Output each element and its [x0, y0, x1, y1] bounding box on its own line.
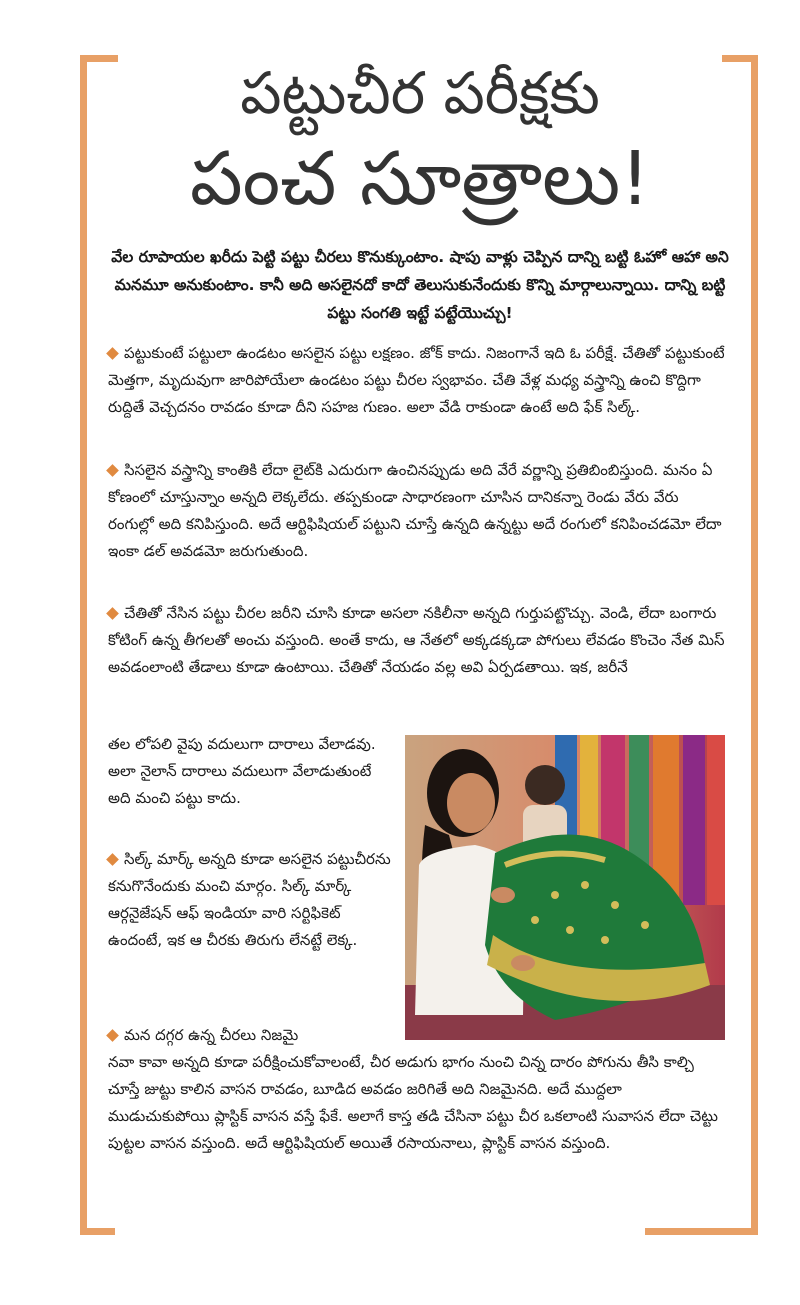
tip-5	[108, 1022, 398, 1049]
tip-5-continued: నవా కావా అన్నది కూడా పరీక్షించుకోవాలంటే, చీర అడుగు భాగం నుంచి చిన్న దారం పోగును తీసి కాల్చి చూస్తే జుట్టు కాలిన వాసన రావడం, బూడిద అవడం జరిగితే అది నిజమైనది. అదే ముద్దలా ముడుచుకుపోయి ప్లాస్టిక్ వాసన వస్తే ఫేకే. అలాగే కాస్త తడి చేసినా పట్టు చీర ఒకలాంటి సువాసన లేదా చెట్టు పుట్టల వాసన వస్తుంది. అదే ఆర్టిఫిషియల్ అయితే రసాయనాలు, ప్లాస్టిక్ వాసన వస్తుంది.	[108, 1053, 718, 1152]
headline-line-2: పంచ సూత్రాలు!	[190, 136, 650, 222]
tip-2	[108, 457, 728, 565]
tip-4	[108, 846, 398, 954]
tip-3-continued: తల లోపలి వైపు వదులుగా దారాలు వేలాడవు. అలా నైలాన్ దారాలు వదులుగా వేలాడుతుంటే అది మంచి పట్టు కాదు.	[108, 735, 376, 807]
diamond-bullet-icon	[106, 607, 119, 620]
tip-1	[108, 340, 728, 421]
tip-2-text: సిసలైన వస్త్రాన్ని కాంతికి లేదా లైట్‌కి ఎదురుగా ఉంచినప్పుడు అది వేరే వర్ణాన్ని ప్రతిబింబిస్తుంది. మనం ఏ కోణంలో చూస్తున్నాం అన్నది లెక్కలేదు. తప్పకుండా సాధారణంగా చూసిన దానికన్నా రెండు వేరు వేరు రంగుల్లో అది కనిపిస్తుంది. అదే ఆర్టిఫిషియల్ పట్టుని చూస్తే ఉన్నది ఉన్నట్టు అదే రంగులో కనిపించడమో లేదా ఇంకా డల్ అవడమో జరుగుతుంది.	[108, 461, 722, 560]
diamond-bullet-icon	[106, 853, 119, 866]
headline-line-1: పట్టుచీర పరీక్షకు	[240, 59, 600, 127]
diamond-bullet-icon	[106, 347, 119, 360]
diamond-bullet-icon	[106, 1029, 119, 1042]
diamond-bullet-icon	[106, 464, 119, 477]
tip-4-text: సిల్క్ మార్క్ అన్నది కూడా అసలైన పట్టుచీరను కనుగొనేందుకు మంచి మార్గం. సిల్క్ మార్క్ ఆర్గనైజేషన్ ఆఫ్ ఇండియా వారి సర్టిఫికెట్ ఉందంటే, ఇక ఆ చీరకు తిరుగు లేనట్టే లెక్క.	[108, 850, 391, 949]
saree-photo	[405, 735, 725, 1040]
tip-5-text: మన దగ్గర ఉన్న చీరలు నిజమై	[124, 1026, 299, 1044]
tip-3	[108, 600, 728, 681]
tip-1-text: పట్టుకుంటే పట్టులా ఉండటం అసలైన పట్టు లక్షణం. జోక్ కాదు. నిజంగానే ఇది ఓ పరీక్షే. చేతితో పట్టుకుంటే మెత్తగా, మృదువుగా జారిపోయేలా ఉండటం పట్టు చీరల స్వభావం. చేతి వేళ్ల మధ్య వస్త్రాన్ని ఉంచి కొద్దిగా రుద్దితే వెచ్చదనం రావడం కూడా దీని సహజ గుణం. అలా వేడి రాకుండా ఉంటే అది ఫేక్ సిల్క్.	[108, 344, 725, 416]
tip-3-text: చేతితో నేసిన పట్టు చీరల జరీని చూసి కూడా అసలా నకిలీనా అన్నది గుర్తుపట్టొచ్చు. వెండి, లేదా బంగారు కోటింగ్ ఉన్న తీగలతో అంచు వస్తుంది. అంతే కాదు, ఆ నేతలో అక్కడక్కడా పోగులు లేవడం కొంచెం నేత మిస్ అవడంలాంటి తేడాలు కూడా ఉంటాయి. చేతితో నేయడం వల్ల అవి ఏర్పడతాయి. ఇక, జరీనే	[108, 604, 725, 676]
frame-gap-bottom	[115, 1222, 645, 1248]
intro-paragraph: వేల రూపాయల ఖరీదు పెట్టి పట్టు చీరలు కొనుక్కుంటాం. షాపు వాళ్లు చెప్పిన దాన్ని బట్టి ఓహో ఆహా అని మనమూ అనుకుంటాం. కానీ అది అసలైనదో కాదో తెలుసుకునేందుకు కొన్ని మార్గాలున్నాయి. దాన్ని బట్టి పట్టు సంగతి ఇట్టే పట్టేయొచ్చు!	[111, 248, 729, 322]
